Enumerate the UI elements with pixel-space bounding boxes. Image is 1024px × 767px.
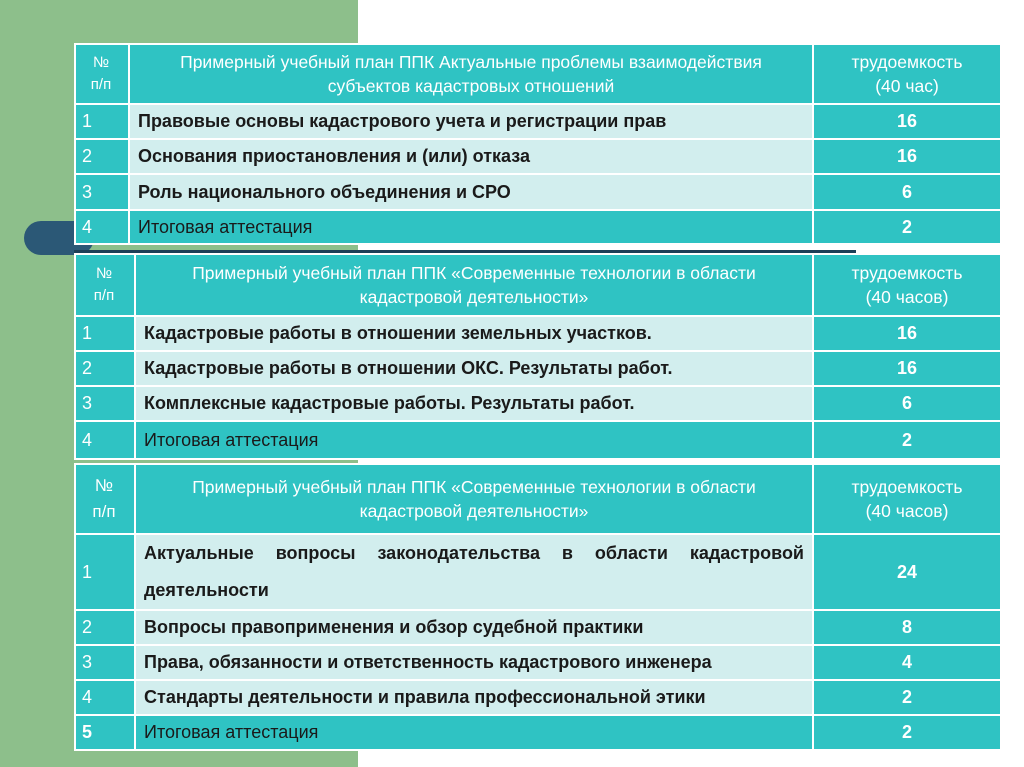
table-row: [76, 611, 1000, 644]
row-number: 5: [76, 716, 134, 749]
row-hours: 6: [814, 175, 1000, 209]
header-hours: трудоемкость (40 часов): [814, 465, 1000, 533]
row-hours: 16: [814, 105, 1000, 138]
table-header-row: [76, 45, 1000, 103]
table-row: [76, 317, 1000, 350]
row-hours: 2: [814, 681, 1000, 714]
row-number: 1: [76, 105, 128, 138]
row-hours: 2: [814, 422, 1000, 458]
table-row: [76, 387, 1000, 420]
row-hours: 2: [814, 716, 1000, 749]
row-number: 3: [76, 646, 134, 679]
header-hours: трудоемкость (40 час): [814, 45, 1000, 103]
row-number: 1: [76, 317, 134, 350]
row-topic: Кадастровые работы в отношении ОКС. Результаты работ.: [136, 352, 812, 385]
header-number: № п/п: [76, 255, 134, 315]
header-hours: трудоемкость (40 часов): [814, 255, 1000, 315]
row-topic: Вопросы правоприменения и обзор судебной практики: [136, 611, 812, 644]
table-header-row: [76, 255, 1000, 315]
table-header-row: [76, 465, 1000, 533]
table-row: [76, 105, 1000, 138]
row-topic: Актуальные вопросы законодательства в области кадастровой деятельности: [136, 535, 812, 609]
curriculum-table-2: [74, 253, 998, 460]
row-number: 2: [76, 140, 128, 173]
row-number: 4: [76, 422, 134, 458]
row-hours: 16: [814, 140, 1000, 173]
row-topic: Правовые основы кадастрового учета и регистрации прав: [130, 105, 812, 138]
header-title: Примерный учебный план ППК «Современные технологии в области кадастровой деятельности»: [136, 465, 812, 533]
row-topic: Кадастровые работы в отношении земельных участков.: [136, 317, 812, 350]
row-hours: 2: [814, 211, 1000, 243]
row-topic: Стандарты деятельности и правила профессиональной этики: [136, 681, 812, 714]
curriculum-table-1: [74, 43, 998, 245]
header-number: № п/п: [76, 465, 134, 533]
row-number: 4: [76, 681, 134, 714]
row-number: 4: [76, 211, 128, 243]
row-topic: Итоговая аттестация: [136, 716, 812, 749]
row-hours: 16: [814, 317, 1000, 350]
row-topic: Комплексные кадастровые работы. Результаты работ.: [136, 387, 812, 420]
table-row: [76, 140, 1000, 173]
table-row: [76, 681, 1000, 714]
header-title: Примерный учебный план ППК «Современные технологии в области кадастровой деятельности»: [136, 255, 812, 315]
row-hours: 4: [814, 646, 1000, 679]
row-topic: Основания приостановления и (или) отказа: [130, 140, 812, 173]
row-hours: 24: [814, 535, 1000, 609]
row-number: 3: [76, 387, 134, 420]
table-row: [76, 175, 1000, 209]
row-number: 3: [76, 175, 128, 209]
row-topic: Права, обязанности и ответственность кадастрового инженера: [136, 646, 812, 679]
row-number: 2: [76, 352, 134, 385]
divider-line: [74, 250, 856, 253]
table-row: [76, 646, 1000, 679]
header-number: № п/п: [76, 45, 128, 103]
curriculum-table-3: [74, 463, 998, 751]
row-hours: 6: [814, 387, 1000, 420]
row-topic: Итоговая аттестация: [130, 211, 812, 243]
table-row: [76, 422, 1000, 458]
table-row: [76, 535, 1000, 609]
row-topic: Роль национального объединения и СРО: [130, 175, 812, 209]
table-row: [76, 716, 1000, 749]
row-topic: Итоговая аттестация: [136, 422, 812, 458]
header-title: Примерный учебный план ППК Актуальные проблемы взаимодействия субъектов кадастровых отношений: [130, 45, 812, 103]
table-row: [76, 211, 1000, 243]
row-hours: 8: [814, 611, 1000, 644]
row-number: 2: [76, 611, 134, 644]
row-hours: 16: [814, 352, 1000, 385]
table-row: [76, 352, 1000, 385]
row-number: 1: [76, 535, 134, 609]
